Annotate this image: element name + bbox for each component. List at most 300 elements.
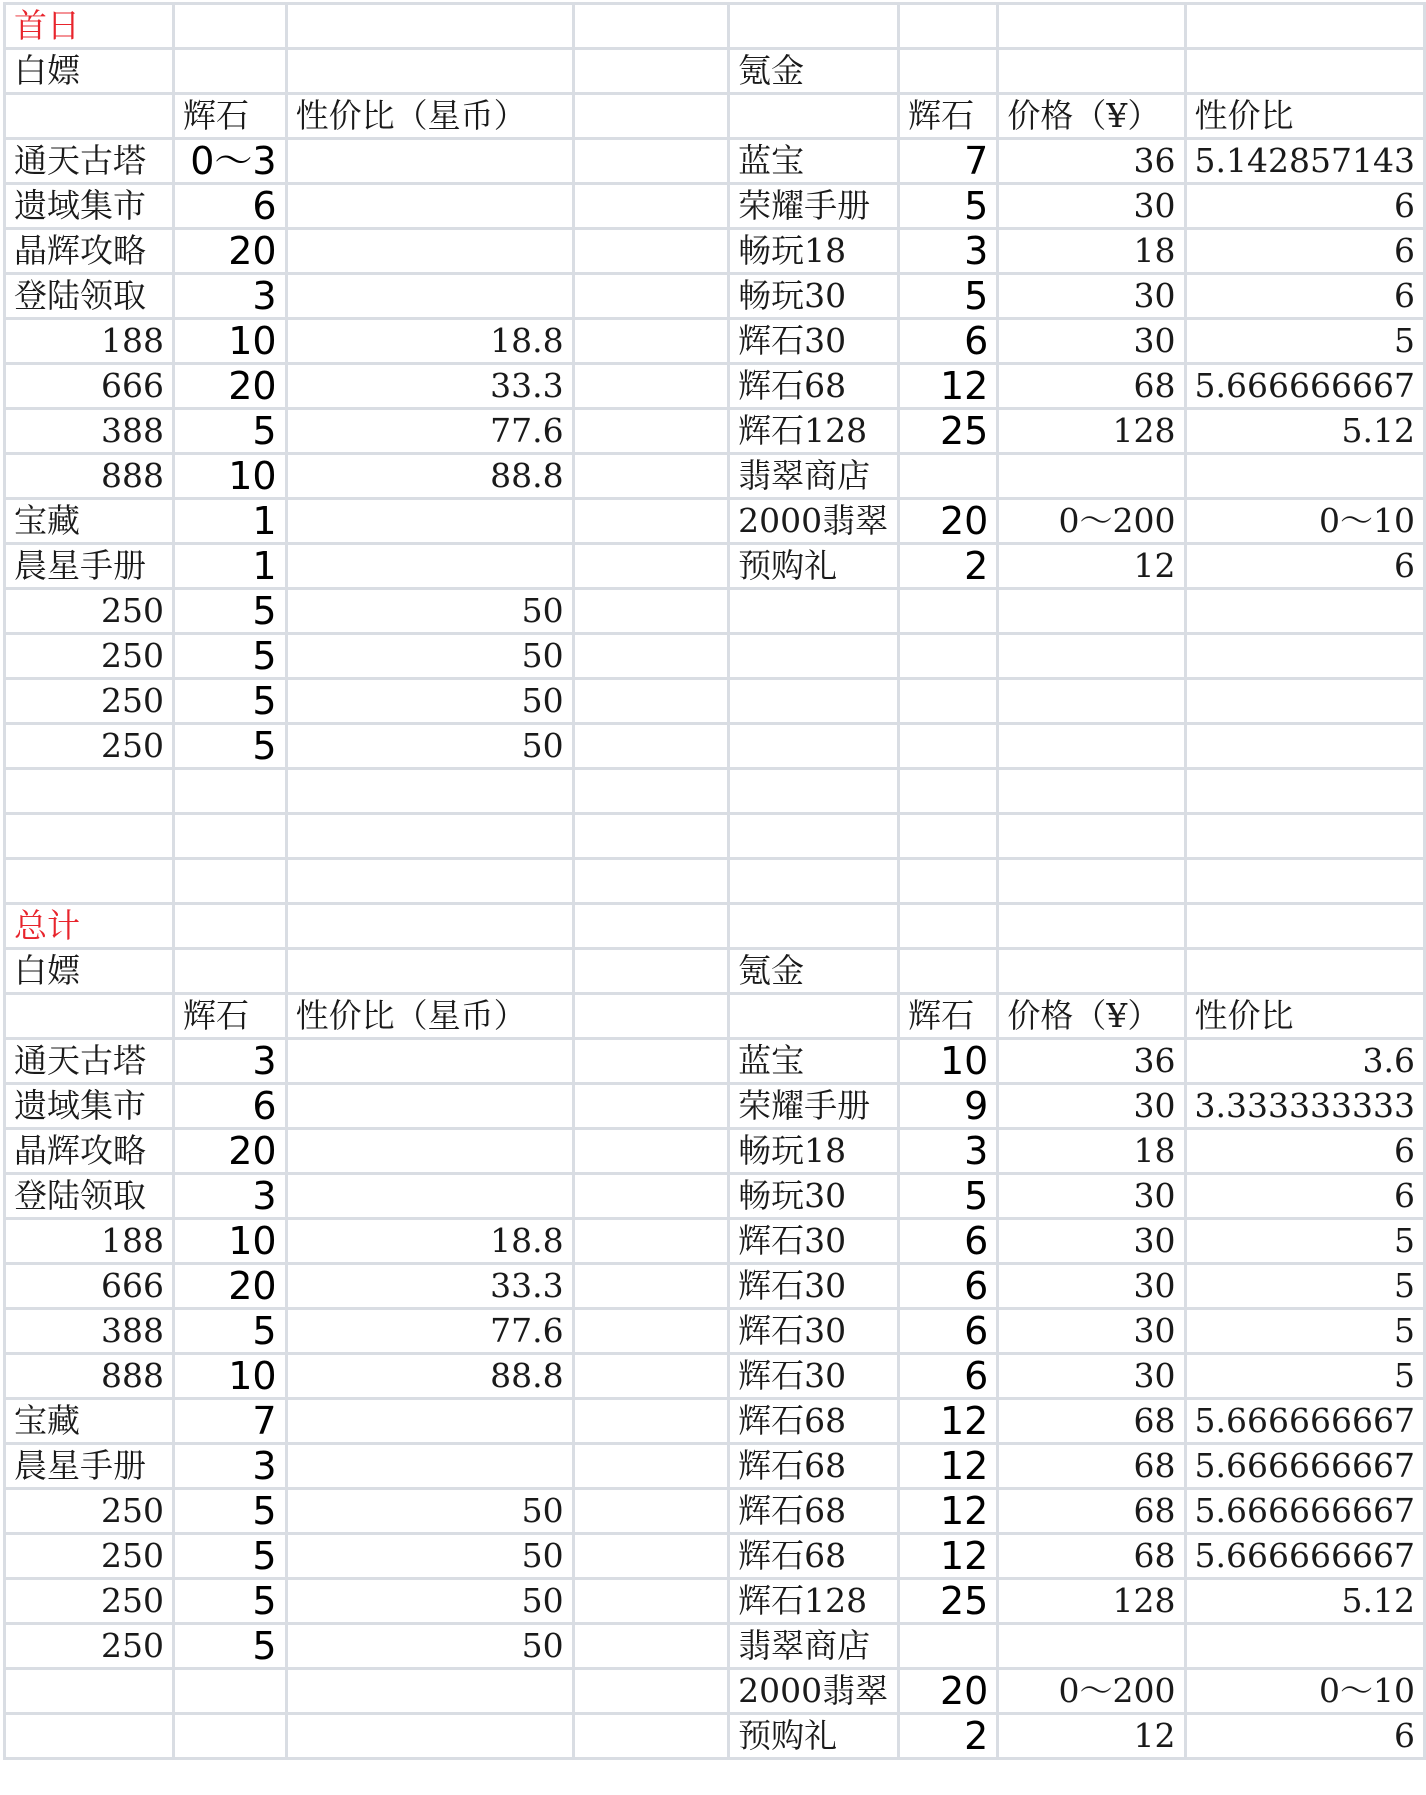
sheet-cell[interactable]: [573, 1084, 729, 1129]
sheet-cell[interactable]: 蓝宝: [729, 139, 899, 184]
sheet-cell[interactable]: 0～3: [174, 139, 287, 184]
sheet-cell[interactable]: 宝藏: [5, 499, 174, 544]
sheet-cell[interactable]: [899, 769, 998, 814]
sheet-cell[interactable]: 辉石: [899, 94, 998, 139]
sheet-cell[interactable]: 68: [998, 1534, 1185, 1579]
sheet-cell[interactable]: [573, 859, 729, 904]
sheet-cell[interactable]: [998, 949, 1185, 994]
sheet-cell[interactable]: [573, 49, 729, 94]
sheet-cell[interactable]: 0～10: [1185, 1669, 1425, 1714]
sheet-cell[interactable]: 128: [998, 409, 1185, 454]
sheet-cell[interactable]: 5.666666667: [1185, 1444, 1425, 1489]
sheet-cell[interactable]: 30: [998, 1354, 1185, 1399]
sheet-cell[interactable]: 5.12: [1185, 1579, 1425, 1624]
sheet-cell[interactable]: 辉石68: [729, 1444, 899, 1489]
sheet-cell[interactable]: [573, 1579, 729, 1624]
sheet-cell[interactable]: [1185, 589, 1425, 634]
sheet-cell[interactable]: 250: [5, 724, 174, 769]
sheet-cell[interactable]: 性价比: [1185, 994, 1425, 1039]
sheet-cell[interactable]: [573, 274, 729, 319]
sheet-cell[interactable]: [573, 544, 729, 589]
sheet-cell[interactable]: 蓝宝: [729, 1039, 899, 1084]
sheet-cell[interactable]: [899, 454, 998, 499]
sheet-cell[interactable]: 性价比: [1185, 94, 1425, 139]
sheet-cell[interactable]: [174, 814, 287, 859]
sheet-cell[interactable]: 12: [998, 1714, 1185, 1759]
sheet-cell[interactable]: 登陆领取: [5, 274, 174, 319]
sheet-cell[interactable]: [573, 1534, 729, 1579]
sheet-cell[interactable]: 1: [174, 544, 287, 589]
sheet-cell[interactable]: [1185, 769, 1425, 814]
sheet-cell[interactable]: 188: [5, 319, 174, 364]
sheet-cell[interactable]: 晶辉攻略: [5, 229, 174, 274]
sheet-cell[interactable]: 预购礼: [729, 544, 899, 589]
sheet-cell[interactable]: [286, 1399, 573, 1444]
sheet-cell[interactable]: 5.666666667: [1185, 1489, 1425, 1534]
sheet-cell[interactable]: 辉石128: [729, 409, 899, 454]
sheet-cell[interactable]: 30: [998, 1264, 1185, 1309]
sheet-cell[interactable]: [286, 769, 573, 814]
sheet-cell[interactable]: 5: [174, 634, 287, 679]
sheet-cell[interactable]: [729, 814, 899, 859]
sheet-cell[interactable]: 10: [174, 319, 287, 364]
sheet-cell[interactable]: 30: [998, 319, 1185, 364]
sheet-cell[interactable]: 5.12: [1185, 409, 1425, 454]
sheet-cell[interactable]: [5, 859, 174, 904]
sheet-cell[interactable]: [174, 49, 287, 94]
sheet-cell[interactable]: [729, 724, 899, 769]
sheet-cell[interactable]: [573, 769, 729, 814]
sheet-cell[interactable]: 翡翠商店: [729, 1624, 899, 1669]
sheet-cell[interactable]: 10: [174, 454, 287, 499]
sheet-cell[interactable]: [1185, 949, 1425, 994]
sheet-cell[interactable]: [573, 184, 729, 229]
sheet-cell[interactable]: [573, 1309, 729, 1354]
sheet-cell[interactable]: 6: [1185, 1714, 1425, 1759]
sheet-cell[interactable]: 5: [174, 679, 287, 724]
sheet-cell[interactable]: [729, 4, 899, 49]
sheet-cell[interactable]: [174, 859, 287, 904]
sheet-cell[interactable]: 首日: [5, 4, 174, 49]
sheet-cell[interactable]: 888: [5, 1354, 174, 1399]
sheet-cell[interactable]: [998, 1624, 1185, 1669]
sheet-cell[interactable]: 3: [899, 229, 998, 274]
sheet-cell[interactable]: 50: [286, 679, 573, 724]
sheet-cell[interactable]: [1185, 454, 1425, 499]
sheet-cell[interactable]: [573, 1489, 729, 1534]
sheet-cell[interactable]: [286, 814, 573, 859]
sheet-cell[interactable]: 20: [174, 1129, 287, 1174]
sheet-cell[interactable]: 20: [174, 1264, 287, 1309]
sheet-cell[interactable]: [286, 1174, 573, 1219]
sheet-cell[interactable]: 33.3: [286, 1264, 573, 1309]
sheet-cell[interactable]: 50: [286, 634, 573, 679]
sheet-cell[interactable]: [573, 139, 729, 184]
sheet-cell[interactable]: [286, 499, 573, 544]
sheet-cell[interactable]: 6: [899, 1309, 998, 1354]
sheet-cell[interactable]: [286, 229, 573, 274]
sheet-cell[interactable]: [573, 679, 729, 724]
sheet-cell[interactable]: 10: [174, 1219, 287, 1264]
sheet-cell[interactable]: [573, 949, 729, 994]
sheet-cell[interactable]: [174, 769, 287, 814]
sheet-cell[interactable]: 250: [5, 634, 174, 679]
sheet-cell[interactable]: 33.3: [286, 364, 573, 409]
sheet-cell[interactable]: 遗域集市: [5, 1084, 174, 1129]
sheet-cell[interactable]: 388: [5, 409, 174, 454]
sheet-cell[interactable]: 5: [1185, 319, 1425, 364]
sheet-cell[interactable]: 12: [899, 1444, 998, 1489]
sheet-cell[interactable]: 50: [286, 1489, 573, 1534]
sheet-cell[interactable]: 5.142857143: [1185, 139, 1425, 184]
sheet-cell[interactable]: [573, 1399, 729, 1444]
sheet-cell[interactable]: 畅玩18: [729, 229, 899, 274]
sheet-cell[interactable]: 5: [899, 274, 998, 319]
sheet-cell[interactable]: 氪金: [729, 949, 899, 994]
sheet-cell[interactable]: 0～200: [998, 1669, 1185, 1714]
sheet-cell[interactable]: 128: [998, 1579, 1185, 1624]
sheet-cell[interactable]: 3: [174, 1174, 287, 1219]
sheet-cell[interactable]: 388: [5, 1309, 174, 1354]
sheet-cell[interactable]: 18.8: [286, 319, 573, 364]
sheet-cell[interactable]: 5: [174, 409, 287, 454]
sheet-cell[interactable]: 30: [998, 1309, 1185, 1354]
sheet-cell[interactable]: [286, 49, 573, 94]
sheet-cell[interactable]: 性价比（星币）: [286, 94, 573, 139]
sheet-cell[interactable]: 辉石68: [729, 1489, 899, 1534]
sheet-cell[interactable]: 价格（¥）: [998, 94, 1185, 139]
sheet-cell[interactable]: [573, 1174, 729, 1219]
sheet-cell[interactable]: [729, 94, 899, 139]
sheet-cell[interactable]: 20: [899, 499, 998, 544]
sheet-cell[interactable]: 7: [174, 1399, 287, 1444]
sheet-cell[interactable]: [1185, 859, 1425, 904]
sheet-cell[interactable]: [286, 184, 573, 229]
sheet-cell[interactable]: [5, 994, 174, 1039]
sheet-cell[interactable]: 预购礼: [729, 1714, 899, 1759]
sheet-cell[interactable]: [286, 4, 573, 49]
sheet-cell[interactable]: [573, 499, 729, 544]
sheet-cell[interactable]: 250: [5, 679, 174, 724]
sheet-cell[interactable]: 30: [998, 1219, 1185, 1264]
sheet-cell[interactable]: [286, 1084, 573, 1129]
sheet-cell[interactable]: [573, 1264, 729, 1309]
sheet-cell[interactable]: [998, 454, 1185, 499]
sheet-cell[interactable]: 晨星手册: [5, 1444, 174, 1489]
sheet-cell[interactable]: [1185, 1624, 1425, 1669]
sheet-cell[interactable]: 3.6: [1185, 1039, 1425, 1084]
sheet-cell[interactable]: 辉石68: [729, 364, 899, 409]
sheet-cell[interactable]: [729, 589, 899, 634]
sheet-cell[interactable]: [998, 904, 1185, 949]
sheet-cell[interactable]: 10: [899, 1039, 998, 1084]
sheet-cell[interactable]: 6: [1185, 274, 1425, 319]
sheet-cell[interactable]: 25: [899, 409, 998, 454]
sheet-cell[interactable]: 5: [1185, 1264, 1425, 1309]
sheet-cell[interactable]: 188: [5, 1219, 174, 1264]
sheet-cell[interactable]: [899, 634, 998, 679]
sheet-cell[interactable]: 5: [174, 1624, 287, 1669]
sheet-cell[interactable]: [573, 724, 729, 769]
sheet-cell[interactable]: 666: [5, 1264, 174, 1309]
sheet-cell[interactable]: 6: [899, 1264, 998, 1309]
sheet-cell[interactable]: [573, 409, 729, 454]
sheet-cell[interactable]: 2: [899, 544, 998, 589]
sheet-cell[interactable]: [573, 1354, 729, 1399]
sheet-cell[interactable]: 5.666666667: [1185, 1534, 1425, 1579]
sheet-cell[interactable]: 6: [899, 319, 998, 364]
sheet-cell[interactable]: 68: [998, 1489, 1185, 1534]
sheet-cell[interactable]: 250: [5, 589, 174, 634]
sheet-cell[interactable]: 5: [174, 724, 287, 769]
sheet-cell[interactable]: [899, 589, 998, 634]
sheet-cell[interactable]: [729, 994, 899, 1039]
sheet-cell[interactable]: [174, 904, 287, 949]
sheet-cell[interactable]: [1185, 724, 1425, 769]
sheet-cell[interactable]: 30: [998, 274, 1185, 319]
sheet-cell[interactable]: 250: [5, 1534, 174, 1579]
sheet-cell[interactable]: 50: [286, 589, 573, 634]
sheet-cell[interactable]: [729, 679, 899, 724]
sheet-cell[interactable]: 250: [5, 1579, 174, 1624]
sheet-cell[interactable]: [1185, 49, 1425, 94]
sheet-cell[interactable]: 氪金: [729, 49, 899, 94]
sheet-cell[interactable]: 辉石68: [729, 1399, 899, 1444]
sheet-cell[interactable]: [286, 544, 573, 589]
sheet-cell[interactable]: [5, 1714, 174, 1759]
sheet-cell[interactable]: 50: [286, 724, 573, 769]
sheet-cell[interactable]: [573, 319, 729, 364]
sheet-cell[interactable]: 0～200: [998, 499, 1185, 544]
sheet-cell[interactable]: [899, 1624, 998, 1669]
sheet-cell[interactable]: [286, 274, 573, 319]
sheet-cell[interactable]: [573, 364, 729, 409]
sheet-cell[interactable]: [573, 454, 729, 499]
sheet-cell[interactable]: 3.333333333: [1185, 1084, 1425, 1129]
sheet-cell[interactable]: [573, 1219, 729, 1264]
sheet-cell[interactable]: [573, 4, 729, 49]
sheet-cell[interactable]: 白嫖: [5, 49, 174, 94]
sheet-cell[interactable]: [899, 49, 998, 94]
sheet-cell[interactable]: [729, 904, 899, 949]
sheet-cell[interactable]: 0～10: [1185, 499, 1425, 544]
sheet-cell[interactable]: 晶辉攻略: [5, 1129, 174, 1174]
sheet-cell[interactable]: 20: [174, 229, 287, 274]
sheet-cell[interactable]: [998, 634, 1185, 679]
sheet-cell[interactable]: 5: [174, 1309, 287, 1354]
sheet-cell[interactable]: 5.666666667: [1185, 364, 1425, 409]
sheet-cell[interactable]: [5, 814, 174, 859]
sheet-cell[interactable]: 30: [998, 184, 1185, 229]
sheet-cell[interactable]: [174, 4, 287, 49]
sheet-cell[interactable]: 荣耀手册: [729, 1084, 899, 1129]
sheet-cell[interactable]: [1185, 679, 1425, 724]
sheet-cell[interactable]: [573, 814, 729, 859]
sheet-cell[interactable]: [899, 679, 998, 724]
sheet-cell[interactable]: 3: [174, 1444, 287, 1489]
sheet-cell[interactable]: 10: [174, 1354, 287, 1399]
sheet-cell[interactable]: 性价比（星币）: [286, 994, 573, 1039]
sheet-cell[interactable]: [899, 724, 998, 769]
sheet-cell[interactable]: 68: [998, 1399, 1185, 1444]
sheet-cell[interactable]: 12: [899, 1534, 998, 1579]
sheet-cell[interactable]: 77.6: [286, 409, 573, 454]
sheet-cell[interactable]: [998, 49, 1185, 94]
sheet-cell[interactable]: 登陆领取: [5, 1174, 174, 1219]
sheet-cell[interactable]: [286, 1714, 573, 1759]
sheet-cell[interactable]: [998, 814, 1185, 859]
sheet-cell[interactable]: 通天古塔: [5, 1039, 174, 1084]
sheet-cell[interactable]: 宝藏: [5, 1399, 174, 1444]
sheet-cell[interactable]: [174, 1714, 287, 1759]
sheet-cell[interactable]: [286, 949, 573, 994]
sheet-cell[interactable]: [174, 1669, 287, 1714]
sheet-cell[interactable]: 888: [5, 454, 174, 499]
sheet-cell[interactable]: 辉石: [899, 994, 998, 1039]
sheet-cell[interactable]: [573, 1129, 729, 1174]
sheet-cell[interactable]: [573, 994, 729, 1039]
sheet-cell[interactable]: 25: [899, 1579, 998, 1624]
sheet-cell[interactable]: [286, 139, 573, 184]
sheet-cell[interactable]: [998, 4, 1185, 49]
sheet-cell[interactable]: 5: [174, 589, 287, 634]
sheet-cell[interactable]: [286, 1129, 573, 1174]
sheet-cell[interactable]: 6: [1185, 544, 1425, 589]
sheet-cell[interactable]: 6: [1185, 1174, 1425, 1219]
sheet-cell[interactable]: [899, 859, 998, 904]
sheet-cell[interactable]: [729, 859, 899, 904]
sheet-cell[interactable]: [729, 634, 899, 679]
sheet-cell[interactable]: 2000翡翠: [729, 1669, 899, 1714]
sheet-cell[interactable]: 6: [899, 1354, 998, 1399]
sheet-cell[interactable]: [286, 904, 573, 949]
sheet-cell[interactable]: [899, 949, 998, 994]
sheet-cell[interactable]: 2000翡翠: [729, 499, 899, 544]
sheet-cell[interactable]: [573, 634, 729, 679]
sheet-cell[interactable]: 通天古塔: [5, 139, 174, 184]
sheet-cell[interactable]: 20: [899, 1669, 998, 1714]
sheet-cell[interactable]: 666: [5, 364, 174, 409]
sheet-cell[interactable]: 68: [998, 1444, 1185, 1489]
sheet-cell[interactable]: [573, 904, 729, 949]
sheet-cell[interactable]: 辉石68: [729, 1534, 899, 1579]
sheet-cell[interactable]: 36: [998, 139, 1185, 184]
sheet-cell[interactable]: [573, 1624, 729, 1669]
sheet-cell[interactable]: [998, 859, 1185, 904]
sheet-cell[interactable]: [286, 1039, 573, 1084]
sheet-cell[interactable]: 30: [998, 1174, 1185, 1219]
sheet-cell[interactable]: 5: [1185, 1219, 1425, 1264]
sheet-cell[interactable]: [5, 94, 174, 139]
sheet-cell[interactable]: 白嫖: [5, 949, 174, 994]
sheet-cell[interactable]: 畅玩30: [729, 1174, 899, 1219]
sheet-cell[interactable]: 68: [998, 364, 1185, 409]
sheet-cell[interactable]: 250: [5, 1624, 174, 1669]
sheet-cell[interactable]: [573, 229, 729, 274]
sheet-cell[interactable]: [573, 1444, 729, 1489]
sheet-cell[interactable]: 50: [286, 1534, 573, 1579]
sheet-cell[interactable]: [998, 589, 1185, 634]
sheet-cell[interactable]: 遗域集市: [5, 184, 174, 229]
sheet-cell[interactable]: 辉石30: [729, 1264, 899, 1309]
sheet-cell[interactable]: 辉石128: [729, 1579, 899, 1624]
sheet-cell[interactable]: [729, 769, 899, 814]
sheet-cell[interactable]: [998, 769, 1185, 814]
sheet-cell[interactable]: 5: [174, 1579, 287, 1624]
sheet-cell[interactable]: 36: [998, 1039, 1185, 1084]
sheet-cell[interactable]: 3: [174, 1039, 287, 1084]
sheet-cell[interactable]: [573, 94, 729, 139]
sheet-cell[interactable]: 6: [174, 1084, 287, 1129]
sheet-cell[interactable]: [899, 814, 998, 859]
sheet-cell[interactable]: 18: [998, 229, 1185, 274]
sheet-cell[interactable]: 6: [1185, 184, 1425, 229]
sheet-cell[interactable]: 12: [899, 1489, 998, 1534]
sheet-cell[interactable]: [573, 589, 729, 634]
sheet-cell[interactable]: 辉石30: [729, 319, 899, 364]
sheet-cell[interactable]: 6: [899, 1219, 998, 1264]
sheet-cell[interactable]: 12: [998, 544, 1185, 589]
sheet-cell[interactable]: 畅玩18: [729, 1129, 899, 1174]
sheet-cell[interactable]: [998, 724, 1185, 769]
sheet-cell[interactable]: 5: [1185, 1354, 1425, 1399]
sheet-cell[interactable]: [286, 1444, 573, 1489]
sheet-cell[interactable]: 价格（¥）: [998, 994, 1185, 1039]
sheet-cell[interactable]: 50: [286, 1579, 573, 1624]
sheet-cell[interactable]: [573, 1714, 729, 1759]
sheet-cell[interactable]: [573, 1669, 729, 1714]
sheet-cell[interactable]: [5, 1669, 174, 1714]
sheet-cell[interactable]: 5: [899, 1174, 998, 1219]
sheet-cell[interactable]: 总计: [5, 904, 174, 949]
sheet-cell[interactable]: 5: [1185, 1309, 1425, 1354]
sheet-cell[interactable]: 77.6: [286, 1309, 573, 1354]
sheet-cell[interactable]: [998, 679, 1185, 724]
sheet-cell[interactable]: [1185, 4, 1425, 49]
sheet-cell[interactable]: 5: [174, 1534, 287, 1579]
sheet-cell[interactable]: 18: [998, 1129, 1185, 1174]
sheet-cell[interactable]: [286, 1669, 573, 1714]
sheet-cell[interactable]: 辉石30: [729, 1219, 899, 1264]
sheet-cell[interactable]: 88.8: [286, 1354, 573, 1399]
sheet-cell[interactable]: 6: [1185, 229, 1425, 274]
sheet-cell[interactable]: 6: [1185, 1129, 1425, 1174]
sheet-cell[interactable]: 5: [899, 184, 998, 229]
sheet-cell[interactable]: [1185, 904, 1425, 949]
sheet-cell[interactable]: 1: [174, 499, 287, 544]
sheet-cell[interactable]: 88.8: [286, 454, 573, 499]
sheet-cell[interactable]: 7: [899, 139, 998, 184]
sheet-cell[interactable]: 3: [174, 274, 287, 319]
sheet-cell[interactable]: 翡翠商店: [729, 454, 899, 499]
sheet-cell[interactable]: 250: [5, 1489, 174, 1534]
sheet-cell[interactable]: [899, 904, 998, 949]
sheet-cell[interactable]: [899, 4, 998, 49]
sheet-cell[interactable]: 辉石30: [729, 1309, 899, 1354]
sheet-cell[interactable]: 9: [899, 1084, 998, 1129]
sheet-cell[interactable]: 12: [899, 364, 998, 409]
sheet-cell[interactable]: 50: [286, 1624, 573, 1669]
sheet-cell[interactable]: 30: [998, 1084, 1185, 1129]
sheet-cell[interactable]: 12: [899, 1399, 998, 1444]
sheet-cell[interactable]: 辉石: [174, 94, 287, 139]
sheet-cell[interactable]: 辉石30: [729, 1354, 899, 1399]
sheet-cell[interactable]: 辉石: [174, 994, 287, 1039]
sheet-cell[interactable]: 3: [899, 1129, 998, 1174]
sheet-cell[interactable]: [5, 769, 174, 814]
sheet-cell[interactable]: 畅玩30: [729, 274, 899, 319]
sheet-cell[interactable]: [174, 949, 287, 994]
